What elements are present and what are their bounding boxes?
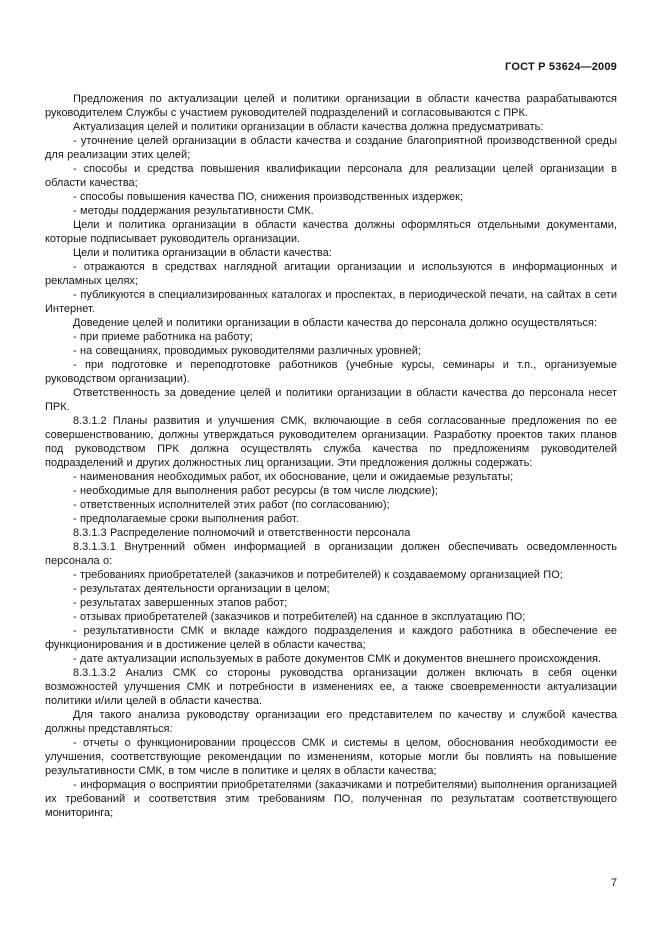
paragraph: 8.3.1.2 Планы развития и улучшения СМК, включающие в себя согласованные предложения по ее совершенствованию, должны утверждаться руководителем организации. Разработку проектов таких планов под руководством ПРК должна осуществлять служба качества по предложениям руководителей подразделений и других должностных лиц организации. Эти предложения должны содержать: [45, 415, 617, 469]
paragraph: - при подготовке и переподготовке работников (учебные курсы, семинары и т.п., организуемые руководством организации). [45, 359, 617, 385]
paragraph: Цели и политика организации в области качества должны оформляться отдельными документами, которые подписывает руководитель организации. [45, 219, 617, 245]
paragraph: - требованиях приобретателей (заказчиков и потребителей) к создаваемому организацией ПО; [73, 569, 563, 581]
paragraph: Предложения по актуализации целей и политики организации в области качества разрабатываются руководителем Службы с участием руководителей подразделений и согласовываются с ПРК. [45, 93, 617, 119]
paragraph: - предполагаемые сроки выполнения работ. [73, 513, 299, 525]
paragraph: - результативности СМК и вкладе каждого подразделения и каждого работника в обеспечение ее функционирования и в достижение целей в области качества; [45, 625, 617, 651]
paragraph: - методы поддержания результативности СМК. [73, 205, 314, 217]
paragraph: 8.3.1.3.2 Анализ СМК со стороны руководства организации должен включать в себя оценки возможностей улучшения СМК и потребности в изменениях ее, а также своевременности актуализации политики и/или целей в области качества. [45, 667, 617, 707]
paragraph: Актуализация целей и политики организации в области качества должна предусматривать: [73, 121, 544, 133]
paragraph: Для такого анализа руководству организации его представителем по качеству и службой качества должны представляться: [45, 709, 617, 735]
paragraph: - необходимые для выполнения работ ресурсы (в том числе людские); [73, 485, 438, 497]
paragraph: 8.3.1.3 Распределение полномочий и ответственности персонала [73, 527, 411, 539]
paragraph: - отражаются в средствах наглядной агитации организации и используются в информационных и рекламных целях; [45, 261, 617, 287]
paragraph: Доведение целей и политики организации в области качества до персонала должно осуществляться: [73, 317, 598, 329]
paragraph: - результатах деятельности организации в целом; [73, 583, 330, 595]
paragraph: - результатах завершенных этапов работ; [73, 597, 288, 609]
paragraph: Цели и политика организации в области качества: [73, 247, 332, 259]
document-header [45, 61, 617, 73]
standard-number: ГОСТ Р 53624—2009 [505, 61, 617, 73]
paragraph: - наименования необходимых работ, их обоснование, цели и ожидаемые результаты; [73, 471, 514, 483]
paragraph: - отчеты о функционировании процессов СМК и системы в целом, обоснования необходимости ее улучшения, соответствующие рекомендации по изменениям, которые могли бы повлиять на повышение результативности СМК, в том числе в политике и целях в области качества; [45, 737, 617, 777]
document-body [45, 92, 617, 820]
paragraph: - публикуются в специализированных каталогах и проспектах, в периодической печати, на сайтах в сети Интернет. [45, 289, 617, 315]
document-footer [45, 877, 617, 889]
paragraph: - ответственных исполнителей этих работ (по согласованию); [73, 499, 390, 511]
paragraph: - на совещаниях, проводимых руководителями различных уровней; [73, 345, 421, 357]
paragraph: - информация о восприятии приобретателями (заказчиками и потребителями) выполнения организацией их требований и соответствия этим требованиям ПО, полученная по результатам соответствующего мониторинга; [45, 779, 617, 819]
paragraph: - при приеме работника на работу; [73, 331, 253, 343]
paragraph: 8.3.1.3.1 Внутренний обмен информацией в организации должен обеспечивать осведомленность персонала о: [45, 541, 617, 567]
paragraph: - способы и средства повышения квалификации персонала для реализации целей организации в области качества; [45, 163, 617, 189]
paragraph: - отзывах приобретателей (заказчиков и потребителей) на сданное в эксплуатацию ПО; [73, 611, 526, 623]
paragraph: Ответственность за доведение целей и политики организации в области качества до персонала несет ПРК. [45, 387, 617, 413]
paragraph: - способы повышения качества ПО, снижения производственных издержек; [73, 191, 463, 203]
paragraph: - дате актуализации используемых в работе документов СМК и документов внешнего происхождения. [73, 653, 601, 665]
paragraph: - уточнение целей организации в области качества и создание благоприятной производственной среды для реализации этих целей; [45, 135, 617, 161]
page-number: 7 [610, 877, 617, 889]
